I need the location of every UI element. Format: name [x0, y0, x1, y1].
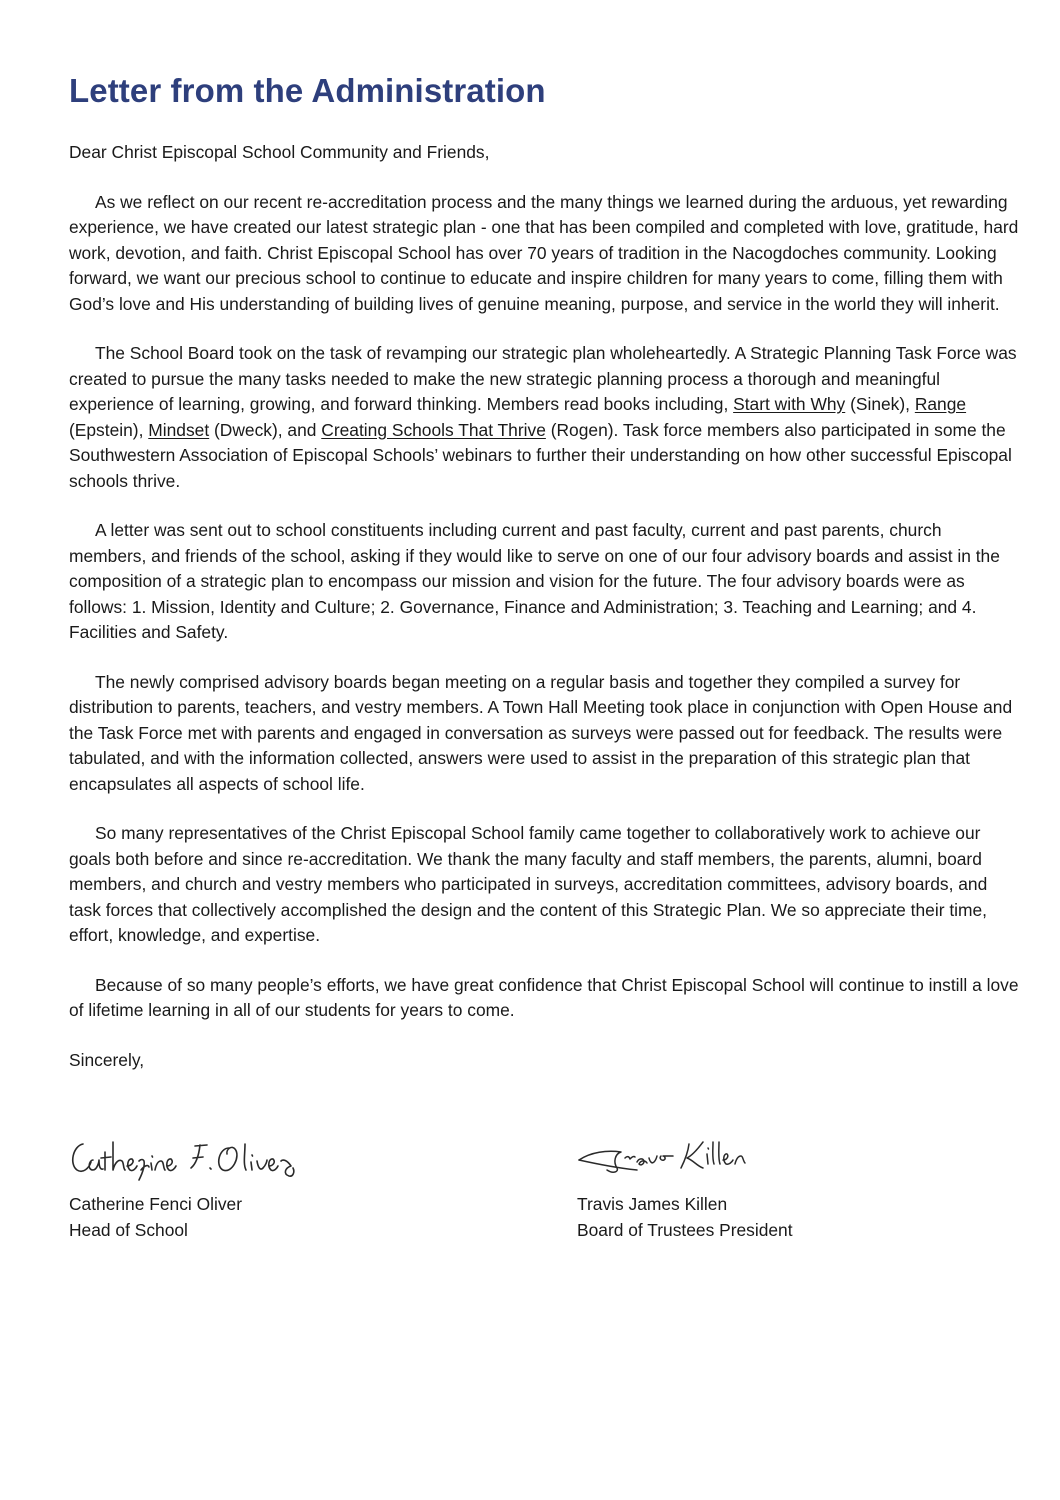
paragraph-task-force	[69, 341, 1019, 494]
signature-oliver	[69, 1130, 309, 1188]
paragraph-task-force-intro: The School Board took on the task of revamping our strategic plan wholeheartedly. A Strategic Planning Task Force was created to pursue the many tasks needed to make the new strategic planning process a thorough and meaningful experience of learning, growing, and forward thinking. Members read books including,	[69, 343, 1017, 414]
book-title-range: Range	[914, 394, 967, 414]
book-title-mindset: Mindset	[148, 419, 210, 440]
paragraph-survey: The newly comprised advisory boards began meeting on a regular basis and together they compiled a survey for distribution to parents, teachers, and vestry members. A Town Hall Meeting took place in conjunction with Open House and the Task Force met with parents and engaged in conversation as surveys were passed out for feedback. The results were tabulated, and with the information collected, answers were used to assist in the preparation of this strategic plan that encapsulates all aspects of school life.	[69, 671, 1013, 794]
paragraph-thanks: So many representatives of the Christ Episcopal School family came together to collaboratively work to achieve our goals both before and since re-accreditation. We thank the many faculty and staff members, the parents, alumni, board members, and church and vestry members who participated in surveys, accreditation committees, advisory boards, and task forces that collectively accomplished the design and the content of this Strategic Plan. We so appreciate their time, effort, knowledge, and expertise.	[69, 823, 988, 945]
paragraph-advisory-boards: A letter was sent out to school constituents including current and past faculty, current and past parents, church members, and friends of the school, asking if they would like to serve on one of our four advisory boards and assist in the composition of a strategic plan to encompass our mission and vision for the future. The four advisory boards were as follows: 1. Mission, Identity and Culture; 2. Governance, Finance and Administration; 3. Teaching and Learning; and 4. Facilities and Safety.	[69, 520, 1000, 642]
paragraph-reaccreditation: As we reflect on our recent re-accreditation process and the many things we learned during the arduous, yet rewarding experience, we have created our latest strategic plan - one that has been compiled and completed with love, gratitude, hard work, devotion, and faith. Christ Episcopal School has over 70 years of tradition in the Nacogdoches community. Looking forward, we want our precious school to continue to educate and inspire children for many years to come, filling them with God’s love and His understanding of building lives of genuine meaning, purpose, and service in the world they will inherit.	[69, 191, 1019, 314]
signatory-board-president	[577, 1130, 793, 1243]
book-author-dweck: (Dweck), and	[209, 419, 322, 440]
signatory-name: Catherine Fenci Oliver	[69, 1194, 243, 1214]
signatory-name: Travis James Killen	[577, 1194, 728, 1214]
page-title: Letter from the Administration	[69, 72, 546, 109]
paragraph-confidence: Because of so many people’s efforts, we have great confidence that Christ Episcopal School will continue to instill a love of lifetime learning in all of our students for years to come.	[69, 974, 1019, 1020]
signatures	[69, 1130, 969, 1250]
book-author-sinek: (Sinek),	[845, 394, 915, 414]
book-title-start-with-why: Start with Why	[733, 394, 846, 414]
book-author-rogen: (Rogen).	[545, 419, 623, 440]
paragraph-task-force-outro: Task force members also participated in some the Southwestern Association of Episcopal Schools’ webinars to further their understanding on how other successful Episcopal schools thrive.	[69, 419, 1012, 491]
salutation: Dear Christ Episcopal School Community and Friends,	[69, 142, 490, 162]
signature-killen	[577, 1130, 777, 1188]
signatory-role: Head of School	[69, 1219, 188, 1240]
closing: Sincerely,	[69, 1049, 145, 1070]
signatory-head-of-school	[69, 1130, 309, 1243]
book-title-creating-schools: Creating Schools That Thrive	[321, 419, 546, 440]
letter-page	[69, 66, 1019, 1073]
book-author-epstein: (Epstein),	[69, 419, 149, 440]
signatory-role: Board of Trustees President	[577, 1219, 793, 1240]
